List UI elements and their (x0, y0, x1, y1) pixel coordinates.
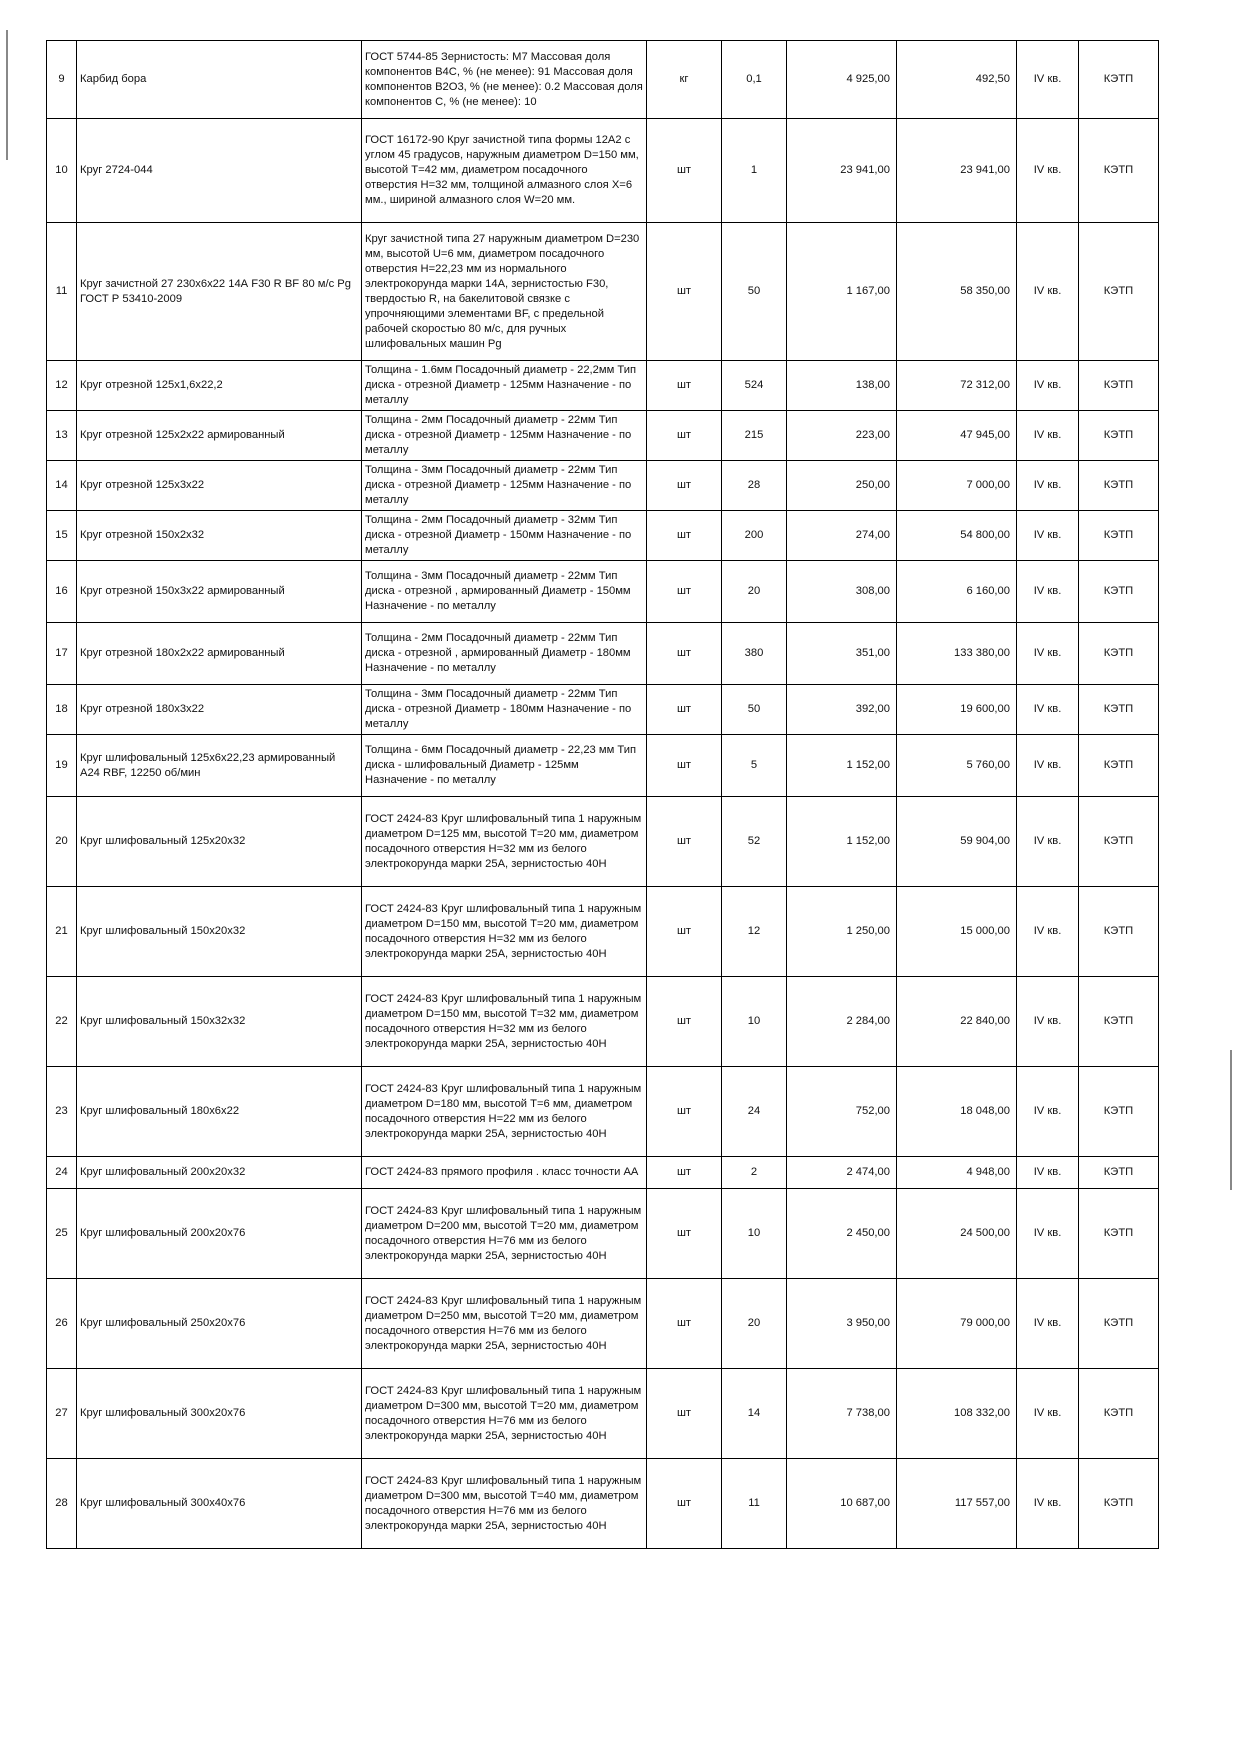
unit-price: 138,00 (787, 361, 897, 411)
total-amount: 7 000,00 (897, 461, 1017, 511)
unit-price: 1 167,00 (787, 223, 897, 361)
unit-of-measure: шт (647, 561, 722, 623)
table-row (47, 411, 1159, 461)
total-amount: 492,50 (897, 41, 1017, 119)
row-number: 13 (47, 411, 77, 461)
unit-of-measure: шт (647, 1067, 722, 1157)
item-description: ГОСТ 2424-83 Круг шлифовальный типа 1 наружным диаметром D=300 мм, высотой Т=40 мм, диаметром посадочного отверстия Н=76 мм из белого электрокорунда марки 25А, зернистостью 40Н (362, 1459, 647, 1549)
quantity: 20 (722, 1279, 787, 1369)
table-row (47, 41, 1159, 119)
item-name: Круг шлифовальный 150х32х32 (77, 977, 362, 1067)
unit-of-measure: шт (647, 511, 722, 561)
total-amount: 108 332,00 (897, 1369, 1017, 1459)
table-row (47, 361, 1159, 411)
item-name: Карбид бора (77, 41, 362, 119)
quantity: 2 (722, 1157, 787, 1189)
table-row (47, 887, 1159, 977)
item-name: Круг отрезной 125х1,6х22,2 (77, 361, 362, 411)
table-row (47, 1279, 1159, 1369)
table-row (47, 223, 1159, 361)
item-description: ГОСТ 2424-83 Круг шлифовальный типа 1 наружным диаметром D=150 мм, высотой Т=32 мм, диаметром посадочного отверстия Н=32 мм из белого электрокорунда марки 25А, зернистостью 40Н (362, 977, 647, 1067)
item-name: Круг 2724-044 (77, 119, 362, 223)
quantity: 0,1 (722, 41, 787, 119)
organization: КЭТП (1079, 1279, 1159, 1369)
delivery-quarter: IV кв. (1017, 735, 1079, 797)
unit-price: 2 450,00 (787, 1189, 897, 1279)
delivery-quarter: IV кв. (1017, 511, 1079, 561)
table-row (47, 1459, 1159, 1549)
delivery-quarter: IV кв. (1017, 977, 1079, 1067)
item-description: Толщина - 3мм Посадочный диаметр - 22мм Тип диска - отрезной Диаметр - 180мм Назначение - по металлу (362, 685, 647, 735)
total-amount: 6 160,00 (897, 561, 1017, 623)
delivery-quarter: IV кв. (1017, 1459, 1079, 1549)
unit-of-measure: шт (647, 977, 722, 1067)
organization: КЭТП (1079, 1067, 1159, 1157)
item-name: Круг отрезной 150х2х32 (77, 511, 362, 561)
unit-of-measure: шт (647, 735, 722, 797)
unit-of-measure: шт (647, 1459, 722, 1549)
quantity: 380 (722, 623, 787, 685)
item-name: Круг шлифовальный 300х20х76 (77, 1369, 362, 1459)
item-name: Круг шлифовальный 150х20х32 (77, 887, 362, 977)
table-row (47, 735, 1159, 797)
total-amount: 15 000,00 (897, 887, 1017, 977)
organization: КЭТП (1079, 561, 1159, 623)
item-description: Толщина - 2мм Посадочный диаметр - 22мм Тип диска - отрезной Диаметр - 125мм Назначение - по металлу (362, 411, 647, 461)
quantity: 10 (722, 977, 787, 1067)
unit-of-measure: шт (647, 1279, 722, 1369)
row-number: 11 (47, 223, 77, 361)
unit-price: 351,00 (787, 623, 897, 685)
item-description: ГОСТ 2424-83 Круг шлифовальный типа 1 наружным диаметром D=300 мм, высотой Т=20 мм, диаметром посадочного отверстия Н=76 мм из белого электрокорунда марки 25А, зернистостью 40Н (362, 1369, 647, 1459)
procurement-table (46, 40, 1159, 1549)
quantity: 215 (722, 411, 787, 461)
total-amount: 47 945,00 (897, 411, 1017, 461)
row-number: 21 (47, 887, 77, 977)
unit-price: 4 925,00 (787, 41, 897, 119)
unit-price: 1 152,00 (787, 797, 897, 887)
unit-price: 1 152,00 (787, 735, 897, 797)
quantity: 14 (722, 1369, 787, 1459)
table-row (47, 685, 1159, 735)
unit-of-measure: шт (647, 361, 722, 411)
unit-of-measure: шт (647, 1157, 722, 1189)
unit-of-measure: шт (647, 411, 722, 461)
organization: КЭТП (1079, 977, 1159, 1067)
unit-of-measure: шт (647, 685, 722, 735)
table-row (47, 1369, 1159, 1459)
row-number: 14 (47, 461, 77, 511)
quantity: 52 (722, 797, 787, 887)
item-description: Толщина - 2мм Посадочный диаметр - 22мм Тип диска - отрезной , армированный Диаметр - 180мм Назначение - по металлу (362, 623, 647, 685)
item-description: Толщина - 1.6мм Посадочный диаметр - 22,2мм Тип диска - отрезной Диаметр - 125мм Назначение - по металлу (362, 361, 647, 411)
table-row (47, 119, 1159, 223)
row-number: 19 (47, 735, 77, 797)
quantity: 50 (722, 685, 787, 735)
total-amount: 23 941,00 (897, 119, 1017, 223)
unit-of-measure: шт (647, 887, 722, 977)
item-name: Круг отрезной 180х2х22 армированный (77, 623, 362, 685)
item-name: Круг отрезной 125х3х22 (77, 461, 362, 511)
organization: КЭТП (1079, 887, 1159, 977)
unit-of-measure: шт (647, 119, 722, 223)
row-number: 9 (47, 41, 77, 119)
row-number: 18 (47, 685, 77, 735)
table-row (47, 977, 1159, 1067)
total-amount: 133 380,00 (897, 623, 1017, 685)
organization: КЭТП (1079, 461, 1159, 511)
organization: КЭТП (1079, 411, 1159, 461)
organization: КЭТП (1079, 119, 1159, 223)
delivery-quarter: IV кв. (1017, 561, 1079, 623)
row-number: 23 (47, 1067, 77, 1157)
organization: КЭТП (1079, 41, 1159, 119)
table-row (47, 461, 1159, 511)
delivery-quarter: IV кв. (1017, 1067, 1079, 1157)
row-number: 17 (47, 623, 77, 685)
organization: КЭТП (1079, 797, 1159, 887)
row-number: 24 (47, 1157, 77, 1189)
table-row (47, 1067, 1159, 1157)
item-description: ГОСТ 16172-90 Круг зачистной типа формы 12А2 с углом 45 градусов, наружным диаметром D=150 мм, высотой Т=42 мм, диаметром посадочного отверстия Н=32 мм, толщиной алмазного слоя Х=6 мм., шириной алмазного слоя W=20 мм. (362, 119, 647, 223)
unit-price: 7 738,00 (787, 1369, 897, 1459)
row-number: 16 (47, 561, 77, 623)
organization: КЭТП (1079, 361, 1159, 411)
item-name: Круг шлифовальный 200х20х76 (77, 1189, 362, 1279)
scan-margin-mark (1230, 1050, 1232, 1190)
row-number: 26 (47, 1279, 77, 1369)
organization: КЭТП (1079, 1369, 1159, 1459)
item-description: ГОСТ 2424-83 Круг шлифовальный типа 1 наружным диаметром D=180 мм, высотой Т=6 мм, диаметром посадочного отверстия Н=22 мм из белого электрокорунда марки 25А, зернистостью 40Н (362, 1067, 647, 1157)
table-row (47, 623, 1159, 685)
organization: КЭТП (1079, 511, 1159, 561)
delivery-quarter: IV кв. (1017, 1157, 1079, 1189)
delivery-quarter: IV кв. (1017, 685, 1079, 735)
total-amount: 18 048,00 (897, 1067, 1017, 1157)
organization: КЭТП (1079, 1459, 1159, 1549)
quantity: 5 (722, 735, 787, 797)
item-name: Круг отрезной 125х2х22 армированный (77, 411, 362, 461)
delivery-quarter: IV кв. (1017, 1189, 1079, 1279)
unit-of-measure: шт (647, 1189, 722, 1279)
quantity: 524 (722, 361, 787, 411)
row-number: 28 (47, 1459, 77, 1549)
item-description: Толщина - 3мм Посадочный диаметр - 22мм Тип диска - отрезной , армированный Диаметр - 150мм Назначение - по металлу (362, 561, 647, 623)
item-name: Круг шлифовальный 250х20х76 (77, 1279, 362, 1369)
scan-margin-mark (6, 30, 8, 160)
item-description: ГОСТ 2424-83 Круг шлифовальный типа 1 наружным диаметром D=150 мм, высотой Т=20 мм, диаметром посадочного отверстия Н=32 мм из белого электрокорунда марки 25А, зернистостью 40Н (362, 887, 647, 977)
table-row (47, 1189, 1159, 1279)
unit-price: 752,00 (787, 1067, 897, 1157)
item-description: ГОСТ 2424-83 Круг шлифовальный типа 1 наружным диаметром D=200 мм, высотой Т=20 мм, диаметром посадочного отверстия Н=76 мм из белого электрокорунда марки 25А, зернистостью 40Н (362, 1189, 647, 1279)
item-description: Круг зачистной типа 27 наружным диаметром D=230 мм, высотой U=6 мм, диаметром посадочного отверстия H=22,23 мм из нормального электрокорунда марки 14А, зернистостью F30, твердостью R, на бакелитовой связке с упрочняющими элементами BF, с предельной рабочей скоростью 80 м/с, для ручных шлифовальных машин Pg (362, 223, 647, 361)
unit-of-measure: шт (647, 623, 722, 685)
unit-price: 1 250,00 (787, 887, 897, 977)
item-name: Круг шлифовальный 125х20х32 (77, 797, 362, 887)
total-amount: 58 350,00 (897, 223, 1017, 361)
unit-of-measure: шт (647, 223, 722, 361)
unit-price: 2 474,00 (787, 1157, 897, 1189)
item-name: Круг отрезной 150х3х22 армированный (77, 561, 362, 623)
unit-of-measure: шт (647, 797, 722, 887)
unit-of-measure: шт (647, 1369, 722, 1459)
delivery-quarter: IV кв. (1017, 1279, 1079, 1369)
row-number: 10 (47, 119, 77, 223)
quantity: 11 (722, 1459, 787, 1549)
organization: КЭТП (1079, 1157, 1159, 1189)
organization: КЭТП (1079, 623, 1159, 685)
organization: КЭТП (1079, 735, 1159, 797)
delivery-quarter: IV кв. (1017, 461, 1079, 511)
item-name: Круг шлифовальный 125х6х22,23 армированный А24 RBF, 12250 об/мин (77, 735, 362, 797)
quantity: 10 (722, 1189, 787, 1279)
quantity: 20 (722, 561, 787, 623)
item-name: Круг шлифовальный 200х20х32 (77, 1157, 362, 1189)
delivery-quarter: IV кв. (1017, 361, 1079, 411)
total-amount: 117 557,00 (897, 1459, 1017, 1549)
item-name: Круг зачистной 27 230х6х22 14А F30 R BF 80 м/с Pg ГОСТ Р 53410-2009 (77, 223, 362, 361)
row-number: 22 (47, 977, 77, 1067)
total-amount: 19 600,00 (897, 685, 1017, 735)
item-description: Толщина - 3мм Посадочный диаметр - 22мм Тип диска - отрезной Диаметр - 125мм Назначение - по металлу (362, 461, 647, 511)
unit-price: 10 687,00 (787, 1459, 897, 1549)
total-amount: 72 312,00 (897, 361, 1017, 411)
quantity: 50 (722, 223, 787, 361)
item-description: Толщина - 2мм Посадочный диаметр - 32мм Тип диска - отрезной Диаметр - 150мм Назначение - по металлу (362, 511, 647, 561)
total-amount: 5 760,00 (897, 735, 1017, 797)
unit-price: 250,00 (787, 461, 897, 511)
item-name: Круг шлифовальный 300х40х76 (77, 1459, 362, 1549)
unit-price: 3 950,00 (787, 1279, 897, 1369)
row-number: 27 (47, 1369, 77, 1459)
table-body (47, 41, 1159, 1549)
unit-price: 23 941,00 (787, 119, 897, 223)
row-number: 20 (47, 797, 77, 887)
total-amount: 4 948,00 (897, 1157, 1017, 1189)
total-amount: 24 500,00 (897, 1189, 1017, 1279)
total-amount: 79 000,00 (897, 1279, 1017, 1369)
delivery-quarter: IV кв. (1017, 119, 1079, 223)
unit-of-measure: кг (647, 41, 722, 119)
organization: КЭТП (1079, 1189, 1159, 1279)
delivery-quarter: IV кв. (1017, 887, 1079, 977)
delivery-quarter: IV кв. (1017, 41, 1079, 119)
unit-price: 392,00 (787, 685, 897, 735)
delivery-quarter: IV кв. (1017, 1369, 1079, 1459)
item-name: Круг отрезной 180х3х22 (77, 685, 362, 735)
unit-price: 2 284,00 (787, 977, 897, 1067)
quantity: 28 (722, 461, 787, 511)
row-number: 25 (47, 1189, 77, 1279)
delivery-quarter: IV кв. (1017, 411, 1079, 461)
unit-price: 223,00 (787, 411, 897, 461)
unit-price: 308,00 (787, 561, 897, 623)
row-number: 12 (47, 361, 77, 411)
table-row (47, 511, 1159, 561)
row-number: 15 (47, 511, 77, 561)
delivery-quarter: IV кв. (1017, 797, 1079, 887)
quantity: 200 (722, 511, 787, 561)
item-description: Толщина - 6мм Посадочный диаметр - 22,23 мм Тип диска - шлифовальный Диаметр - 125мм Назначение - по металлу (362, 735, 647, 797)
table-row (47, 561, 1159, 623)
item-description: ГОСТ 2424-83 Круг шлифовальный типа 1 наружным диаметром D=125 мм, высотой Т=20 мм, диаметром посадочного отверстия Н=32 мм из белого электрокорунда марки 25А, зернистостью 40Н (362, 797, 647, 887)
total-amount: 22 840,00 (897, 977, 1017, 1067)
item-description: ГОСТ 5744-85 Зернистость: М7 Массовая доля компонентов В4С, % (не менее): 91 Массовая доля компонентов В2О3, % (не менее): 0.2 Массовая доля компонентов С, % (не менее): 10 (362, 41, 647, 119)
unit-of-measure: шт (647, 461, 722, 511)
total-amount: 54 800,00 (897, 511, 1017, 561)
organization: КЭТП (1079, 223, 1159, 361)
quantity: 1 (722, 119, 787, 223)
delivery-quarter: IV кв. (1017, 623, 1079, 685)
delivery-quarter: IV кв. (1017, 223, 1079, 361)
item-name: Круг шлифовальный 180х6х22 (77, 1067, 362, 1157)
total-amount: 59 904,00 (897, 797, 1017, 887)
organization: КЭТП (1079, 685, 1159, 735)
item-description: ГОСТ 2424-83 прямого профиля . класс точности АА (362, 1157, 647, 1189)
quantity: 12 (722, 887, 787, 977)
quantity: 24 (722, 1067, 787, 1157)
unit-price: 274,00 (787, 511, 897, 561)
table-row (47, 1157, 1159, 1189)
item-description: ГОСТ 2424-83 Круг шлифовальный типа 1 наружным диаметром D=250 мм, высотой Т=20 мм, диаметром посадочного отверстия Н=76 мм из белого электрокорунда марки 25А, зернистостью 40Н (362, 1279, 647, 1369)
table-row (47, 797, 1159, 887)
